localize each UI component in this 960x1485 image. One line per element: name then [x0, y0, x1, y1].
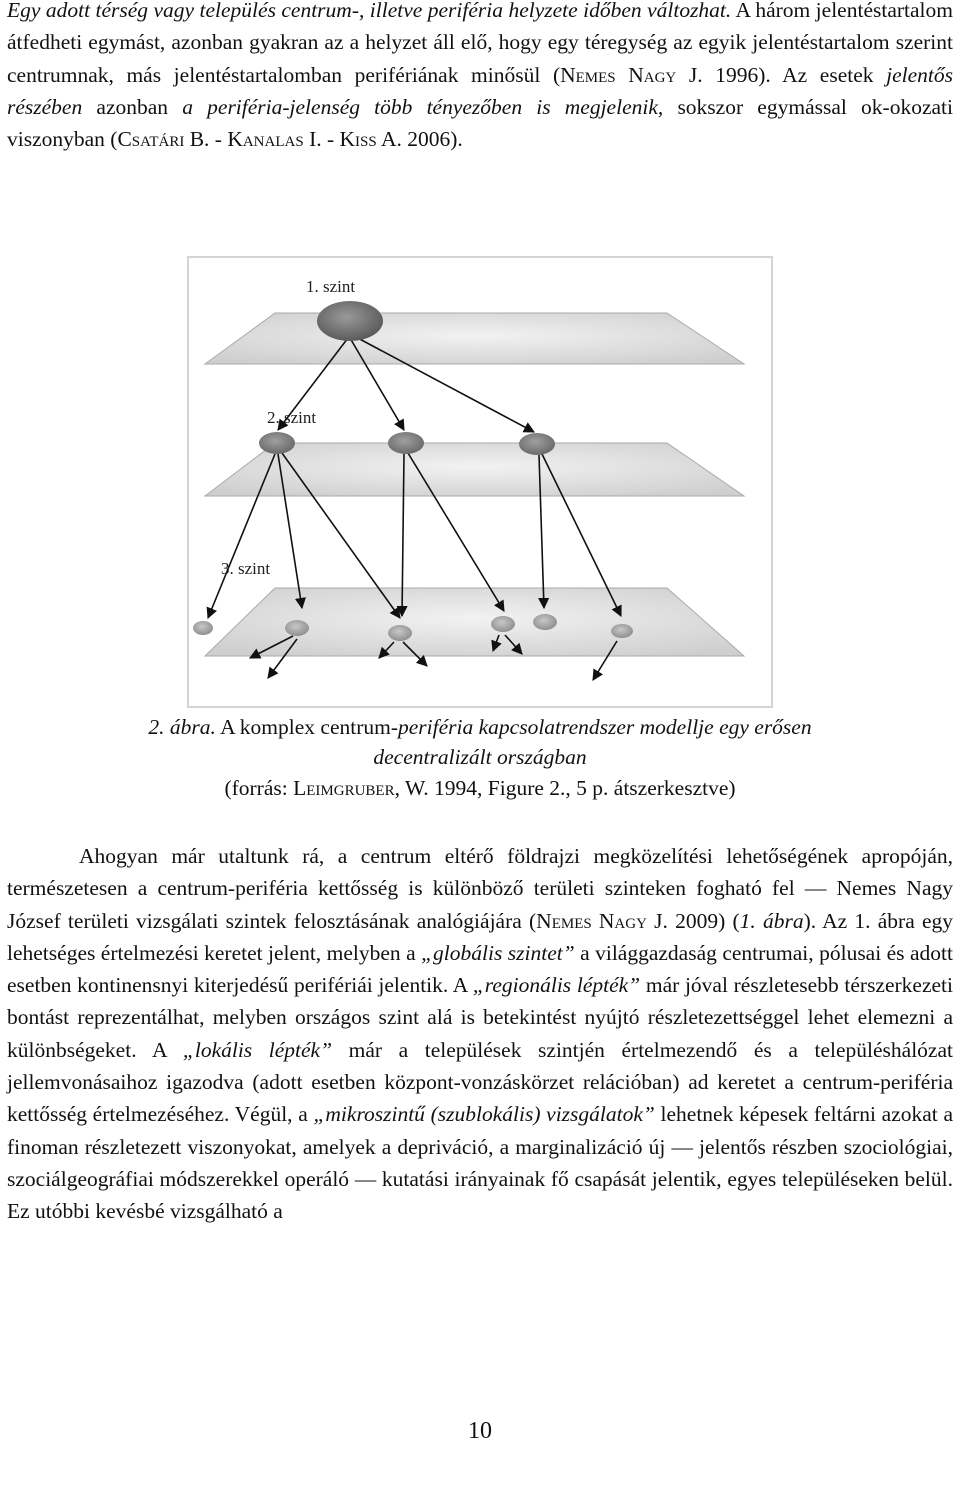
- citation-author: Csatári: [117, 127, 185, 152]
- level-3-node: [533, 614, 557, 630]
- level-3-node: [491, 616, 515, 632]
- citation-author: Kiss: [339, 127, 377, 152]
- level-3-plane: [205, 588, 744, 656]
- intro-text: A. 2006).: [376, 127, 463, 152]
- level-2-node: [259, 432, 295, 454]
- figure-number: 2. ábra.: [148, 715, 216, 739]
- citation-author: Nemes Nagy: [560, 62, 677, 87]
- level-1-plane: [205, 313, 744, 364]
- hierarchy-diagram: [189, 258, 771, 706]
- quoted-term: „globális szintet”: [421, 940, 575, 965]
- hierarchy-figure: [187, 256, 773, 708]
- level-3-node: [193, 621, 213, 635]
- source-text: , W. 1994, Figure 2., 5 p. átszerkesztve): [394, 776, 736, 800]
- figure-title-italic: decentralizált országban: [373, 745, 587, 769]
- page-number: 10: [468, 1418, 492, 1444]
- intro-text: B. -: [184, 127, 228, 152]
- body-text: már jóval részletesebb térszerkezeti bontást reprezentálhat, melyben országos szint alá is betekintést nyújtó részletezettséggel lehet elemezni a különbségeket. A: [7, 973, 953, 1062]
- quoted-term: „regionális lépték”: [472, 973, 641, 998]
- body-text: a világgazdaság centrumai, pólusai és adott esetben kontinensnyi kiterjedésű perifériái jelentik. A: [7, 940, 953, 998]
- level-2-node: [388, 432, 424, 454]
- intro-italic: jelentős részében: [7, 62, 953, 119]
- figure-caption-line-2: [0, 742, 960, 772]
- source-text: (forrás:: [224, 776, 294, 800]
- level-3-node: [285, 620, 309, 636]
- citation-author: Kanalas: [227, 127, 304, 152]
- body-text: J. 2009) (: [646, 908, 740, 933]
- figure-title-italic: periféria kapcsolatrendszer modellje egy erősen: [398, 715, 812, 739]
- body-text: már a települések szintjén értelmezendő és a településhálózat jellemvonásaihoz igazodva (adott esetben központ-vonzáskörzet relációban) ad keretet a centrum-periféria kettősség értelmezéséhez. Végül, a: [7, 1037, 953, 1127]
- quoted-term: „mikroszintű (szublokális) vizsgálatok”: [313, 1102, 655, 1127]
- level-1-node: [317, 301, 383, 341]
- body-text: Ahogyan már utaltunk rá, a centrum eltérő földrajzi megközelítési lehetőségének apropóján, természetesen a centrum-periféria kettősség is különböző területi szinteken fogható fel ― Nemes Nagy József területi vizsgálati szintek felosztásának analógiájára (: [7, 844, 953, 933]
- citation-author: Leimgruber: [293, 776, 395, 800]
- level-3-node: [388, 625, 412, 641]
- body-text: ). Az 1. ábra egy lehetséges értelmezési keretet jelent, melyben a: [7, 908, 953, 965]
- intro-italic: a periféria-jelenség több tényezőben is megjelenik,: [182, 94, 664, 119]
- quoted-term: „lokális lépték”: [182, 1037, 333, 1062]
- level-2-node: [519, 433, 555, 455]
- body-text: lehetnek képesek feltárni azokat a finoman részletezett viszonyokat, amelyek a depriváció, a marginalizáció új ― jelentős részben szociológiai, szociálgeográfiai módszerekkel operáló ― kutatási irányainak fő csapását jelentik, egyes településeken belül. Ez utóbbi kevésbé vizsgálható a: [7, 1102, 953, 1224]
- body-paragraph: [7, 840, 953, 1228]
- intro-text: azonban: [82, 94, 183, 119]
- figure-source: [0, 773, 960, 803]
- level-2-label: 2. szint: [267, 408, 317, 427]
- citation-author: Nemes Nagy: [536, 908, 647, 933]
- figure-caption-line-1: [0, 712, 960, 742]
- intro-sentence-1: Egy adott térség vagy település centrum-, illetve periféria helyzete időben változhat.: [7, 0, 732, 22]
- figure-reference: 1. ábra: [739, 908, 804, 933]
- figure-title: A komplex centrum-: [215, 715, 399, 739]
- level-3-label: 3. szint: [221, 559, 271, 578]
- intro-text: sokszor egymással ok-okozati viszonyban (: [7, 94, 953, 152]
- level-1-label: 1. szint: [306, 277, 356, 296]
- intro-paragraph: [7, 0, 953, 155]
- intro-text: J. 1996). Az esetek: [676, 62, 887, 87]
- level-3-node: [611, 624, 633, 638]
- intro-text: I. -: [303, 127, 340, 152]
- intro-text: A három jelentéstartalom átfedheti egymást, azonban gyakran az a helyzet áll elő, hogy egy téregység az egyik jelentéstartalom szerint centrumnak, más jelentéstartalomban perifériának minősül (: [7, 0, 953, 87]
